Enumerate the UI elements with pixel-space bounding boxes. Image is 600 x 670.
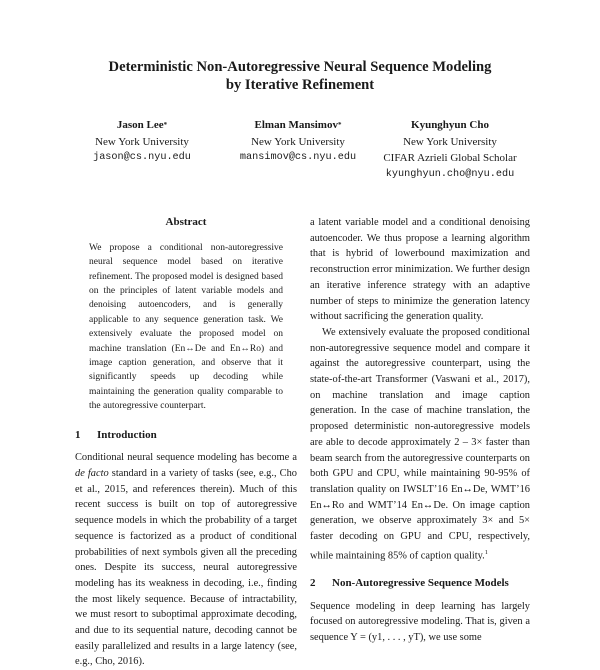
author-affiliation-2: CIFAR Azrieli Global Scholar bbox=[383, 152, 517, 164]
right-paragraph-1: a latent variable model and a conditional denoising autoencoder. We thus propose a learning algorithm that is hybrid of lowerbound maximization and reconstruction error minimization. We further design an iterative inference strategy with an adaptive number of steps to minimize the generation latency without sacrificing the generation quality. bbox=[310, 217, 530, 323]
author-block-2 bbox=[228, 117, 368, 167]
title-line-1: Deterministic Non-Autoregressive Neural Sequence Modeling bbox=[108, 59, 492, 75]
intro-paragraph: Conditional neural sequence modeling has become a de facto standard in a variety of tasks (see, e.g., Cho et al., 2015, and references therein). Much of this recent success is built on top of autoregressive sequence models in which the probability of a target sequence is factorized as a product of conditional probabilities of next symbols given all the preceding ones. Despite its success, neural autoregressive modeling has its weakness in decoding, i.e., finding the most likely sequence. Because of intractability, we must resort to suboptimal approximate decoding, and due to its sequential nature, decoding cannot be easily parallelized and results in a large latency (see, e.g., Cho, 2016). bbox=[75, 452, 297, 668]
left-column bbox=[75, 215, 297, 670]
right-paragraph-2: We extensively evaluate the proposed conditional non-autoregressive sequence model and compare it against the autoregressive counterpart, using the state-of-the-art Transformer (Vaswani et al., 2017), on machine translation and image caption generation. In the case of machine translation, the proposed deterministic non-autoregressive models are able to decode approximately 2 – 3× faster than beam search from the autoregressive counterparts on both GPU and CPU, while maintaining 90-95% of translation quality on IWSLT’16 En↔De, WMT’16 En↔Ro and WMT’14 En↔De. On image caption generation, we observe approximately 3× and 5× faster decoding on GPU and CPU, respectively, while maintaining 85% of caption quality.$^1$ bbox=[310, 326, 530, 562]
right-column bbox=[310, 215, 530, 646]
author-name: Jason Lee* bbox=[116, 119, 168, 131]
abstract-heading: Abstract bbox=[165, 216, 207, 228]
author-affiliation: New York University bbox=[251, 135, 345, 148]
right-paragraph-3: Sequence modeling in deep learning has largely focused on autoregressive modeling. That is, given a sequence Y = (y1, . . . , yT), we use some bbox=[310, 600, 530, 644]
section-heading-introduction: 1 Introduction bbox=[75, 428, 157, 441]
author-affiliation: New York University bbox=[95, 135, 189, 148]
author-affiliation: New York University bbox=[403, 135, 497, 148]
author-name: Kyunghyun Cho bbox=[411, 119, 489, 131]
section-heading-non-autoregressive: 2 Non-Autoregressive Sequence Models bbox=[310, 576, 509, 589]
author-email: mansimov@cs.nyu.edu bbox=[239, 152, 357, 163]
author-email: kyunghyun.cho@nyu.edu bbox=[385, 168, 515, 180]
paper-title bbox=[0, 58, 600, 94]
author-email: jason@cs.nyu.edu bbox=[93, 152, 191, 163]
title-line-2: by Iterative Refinement bbox=[225, 77, 375, 93]
abstract-text: We propose a conditional non-autoregressive neural sequence model based on iterative refinement. The proposed model is designed based on the principles of latent variable models and denoising autoencoders, and is generally applicable to any sequence generation task. We extensively evaluate the proposed model on machine translation (En↔De and En↔Ro) and image caption generation, and observe that it significantly speeds up decoding while maintaining the generation quality comparable to the autoregressive counterpart. bbox=[89, 242, 283, 412]
author-block-1 bbox=[82, 117, 202, 167]
footnote-marker: 1 bbox=[484, 548, 489, 556]
author-block-3 bbox=[370, 117, 530, 183]
author-name: Elman Mansimov* bbox=[254, 119, 342, 131]
